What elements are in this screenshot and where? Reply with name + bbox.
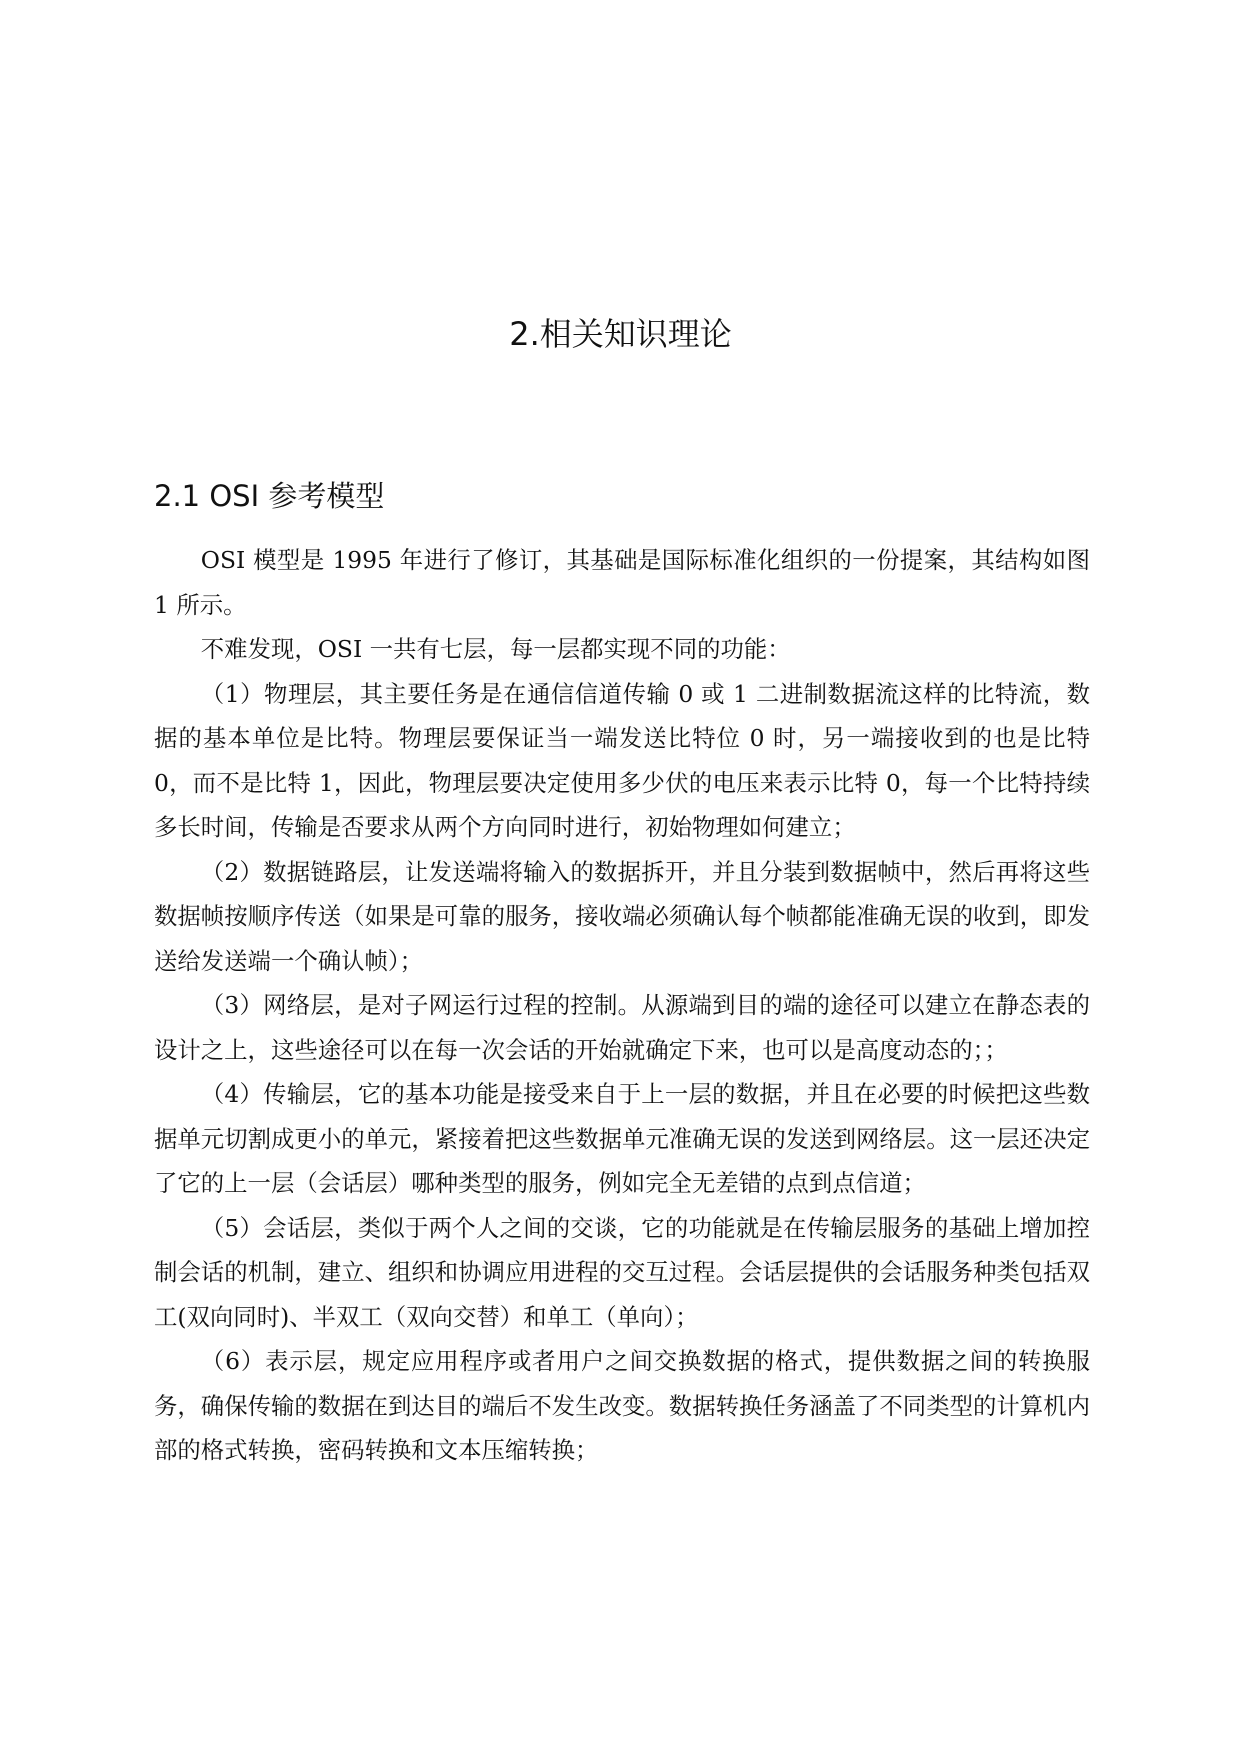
paragraph-intro: OSI 模型是 1995 年进行了修订，其基础是国际标准化组织的一份提案，其结构如图 1 所示。 — [154, 546, 1090, 619]
paragraph-network-layer: （3）网络层，是对子网运行过程的控制。从源端到目的端的途径可以建立在静态表的设计之上，这些途径可以在每一次会话的开始就确定下来，也可以是高度动态的；； — [154, 991, 1090, 1064]
paragraph-presentation-layer: （6）表示层，规定应用程序或者用户之间交换数据的格式，提供数据之间的转换服务，确保传输的数据在到达目的端后不发生改变。数据转换任务涵盖了不同类型的计算机内部的格式转换，密码转换和文本压缩转换； — [154, 1347, 1090, 1464]
paragraph-seven-layers: 不难发现，OSI 一共有七层，每一层都实现不同的功能： — [200, 635, 791, 663]
paragraph-physical-layer: （1）物理层，其主要任务是在通信信道传输 0 或 1 二进制数据流这样的比特流，数据的基本单位是比特。物理层要保证当一端发送比特位 0 时，另一端接收到的也是比特 0，而不是比特 1，因此，物理层要决定使用多少伏的电压来表示比特 0，每一个比特持续多长时间，传输是否要求从两个方向同时进行，初始物理如何建立； — [154, 679, 1090, 841]
paragraph-data-link-layer: （2）数据链路层，让发送端将输入的数据拆开，并且分装到数据帧中，然后再将这些数据帧按顺序传送（如果是可靠的服务，接收端必须确认每个帧都能准确无误的收到，即发送给发送端一个确认帧）； — [154, 857, 1090, 975]
body-text — [154, 538, 1090, 1473]
paragraph-transport-layer: （4）传输层，它的基本功能是接受来自于上一层的数据，并且在必要的时候把这些数据单元切割成更小的单元，紧接着把这些数据单元准确无误的发送到网络层。这一层还决定了它的上一层（会话层）哪种类型的服务，例如完全无差错的点到点信道； — [154, 1080, 1090, 1197]
paragraph-session-layer: （5）会话层，类似于两个人之间的交谈，它的功能就是在传输层服务的基础上增加控制会话的机制，建立、组织和协调应用进程的交互过程。会话层提供的会话服务种类包括双工(双向同时)、半双工（双向交替）和单工（单向）； — [154, 1213, 1090, 1331]
chapter-title: 2.相关知识理论 — [509, 315, 732, 353]
section-title: 2.1 OSI 参考模型 — [154, 479, 385, 513]
